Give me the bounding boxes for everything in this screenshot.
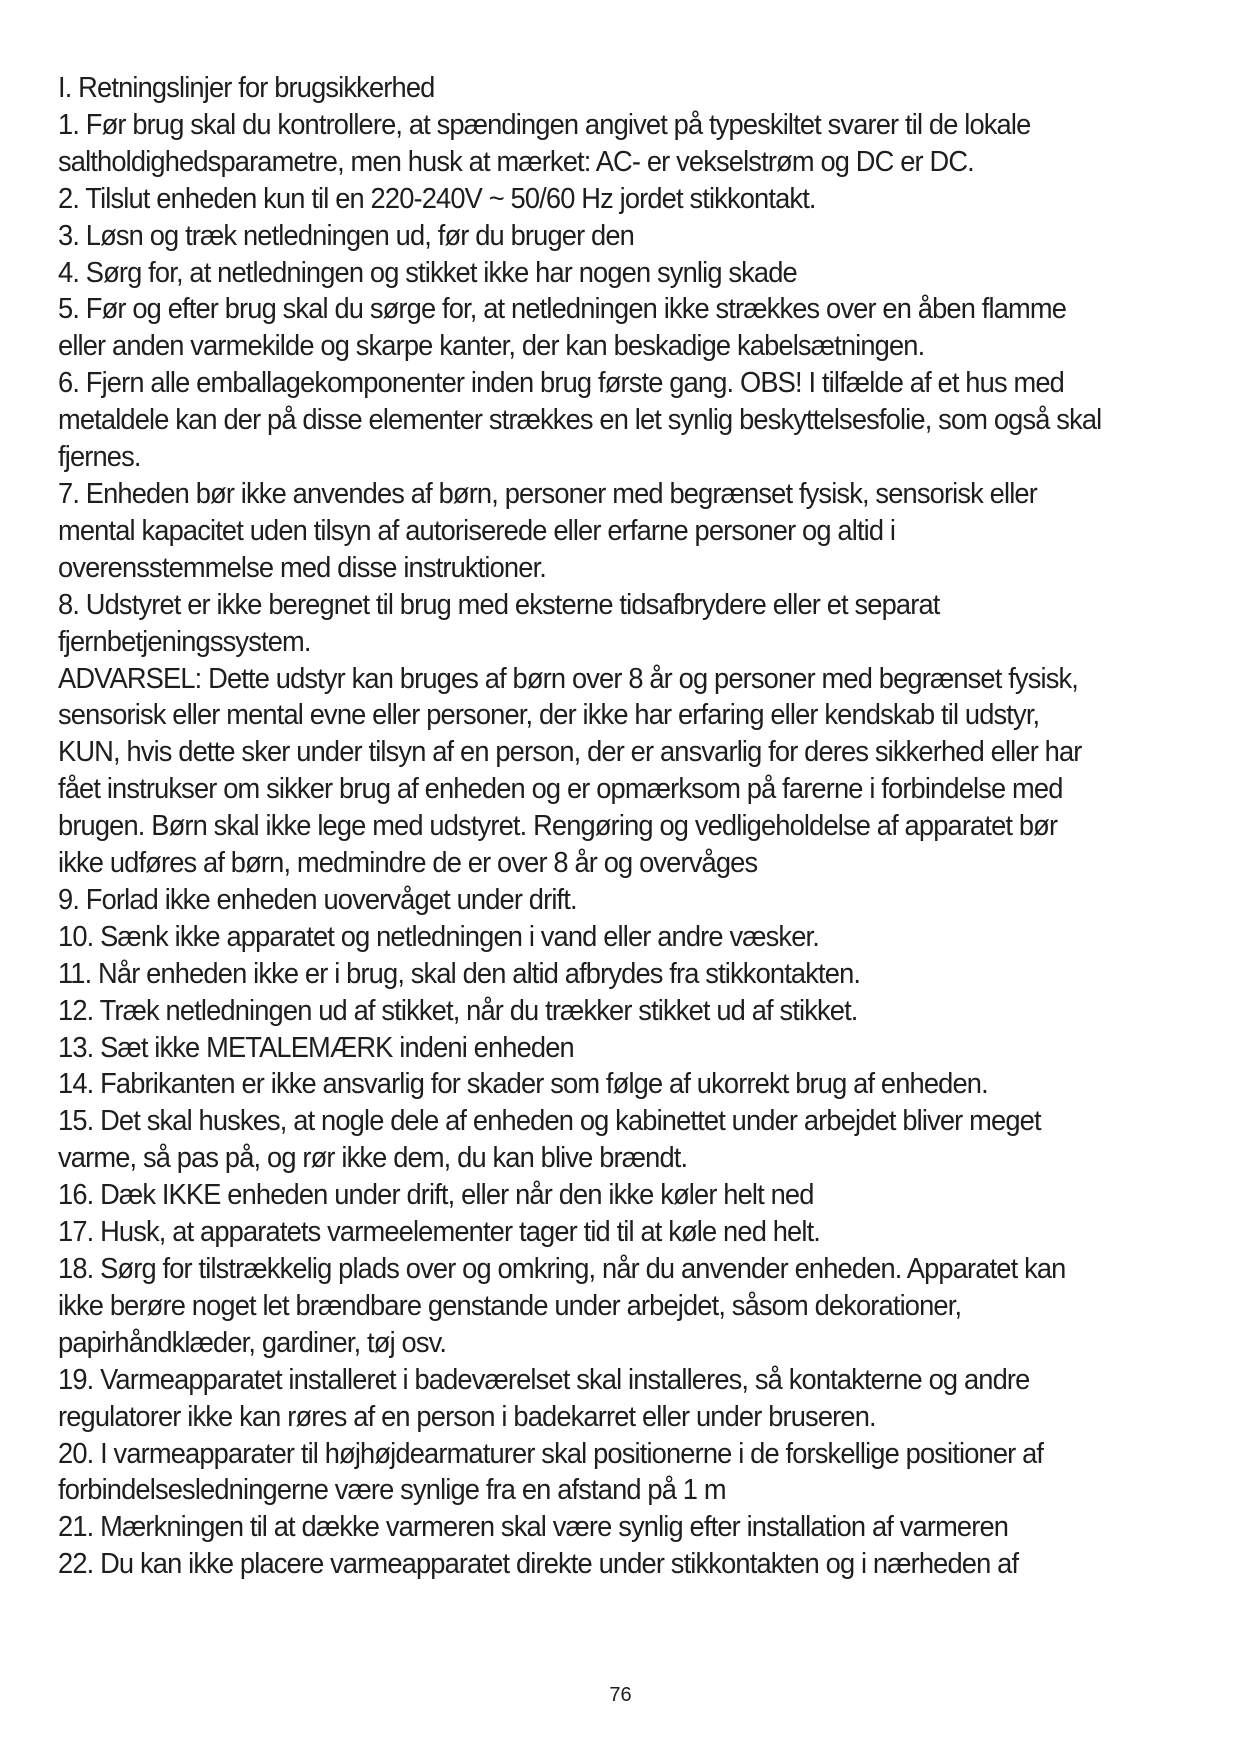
text-line: 12. Træk netledningen ud af stikket, når du trækker stikket ud af stikket.	[58, 994, 858, 1027]
text-line: 21. Mærkningen til at dække varmeren skal være synlig efter installation af varmeren	[58, 1511, 1009, 1544]
text-line: KUN, hvis dette sker under tilsyn af en person, der er ansvarlig for deres sikkerhed eller har	[58, 736, 1082, 769]
text-line: ikke udføres af børn, medmindre de er over 8 år og overvåges	[58, 847, 758, 880]
text-line: 20. I varmeapparater til højhøjdearmaturer skal positionerne i de forskellige positioner af	[58, 1437, 1044, 1470]
section-heading: I. Retningslinjer for brugsikkerhed	[58, 72, 435, 104]
text-line: 8. Udstyret er ikke beregnet til brug med eksterne tidsafbrydere eller et separat	[58, 588, 940, 621]
text-line: mental kapacitet uden tilsyn af autoriserede eller erfarne personer og altid i	[58, 514, 896, 547]
text-line: saltholdighedsparametre, men husk at mærket: AC- er vekselstrøm og DC er DC.	[58, 145, 974, 178]
text-line: 6. Fjern alle emballagekomponenter inden brug første gang. OBS! I tilfælde af et hus med	[58, 367, 1064, 400]
text-line: fjernes.	[58, 441, 141, 474]
text-line: papirhåndklæder, gardiner, tøj osv.	[58, 1326, 447, 1359]
page-number: 76	[609, 1684, 632, 1706]
text-line: 18. Sørg for tilstrækkelig plads over og omkring, når du anvender enheden. Apparatet kan	[58, 1253, 1066, 1285]
safety-guidelines-text	[58, 70, 1130, 1583]
text-line: regulatorer ikke kan røres af en person i badekarret eller under bruseren.	[58, 1400, 876, 1433]
text-line: varme, så pas på, og rør ikke dem, du kan blive brændt.	[58, 1142, 688, 1175]
text-line: 22. Du kan ikke placere varmeapparatet direkte under stikkontakten og i nærheden af	[58, 1548, 1019, 1581]
text-line: ikke berøre noget let brændbare genstande under arbejdet, såsom dekorationer,	[58, 1289, 962, 1322]
text-line: 7. Enheden bør ikke anvendes af børn, personer med begrænset fysisk, sensorisk eller	[58, 477, 1037, 510]
text-line: 1. Før brug skal du kontrollere, at spændingen angivet på typeskiltet svarer til de lokale	[58, 108, 1031, 141]
text-line: fået instrukser om sikker brug af enheden og er opmærksom på farerne i forbindelse med	[58, 773, 1063, 806]
text-line: ADVARSEL: Dette udstyr kan bruges af børn over 8 år og personer med begrænset fysisk,	[58, 662, 1079, 695]
text-line: 11. Når enheden ikke er i brug, skal den altid afbrydes fra stikkontakten.	[58, 957, 861, 990]
text-line: metaldele kan der på disse elementer strækkes en let synlig beskyttelsesfolie, som også skal	[58, 404, 1102, 437]
text-line: 5. Før og efter brug skal du sørge for, at netledningen ikke strækkes over en åben flamme	[58, 293, 1067, 326]
text-line: 10. Sænk ikke apparatet og netledningen i vand eller andre væsker.	[58, 920, 819, 953]
text-line: 9. Forlad ikke enheden uovervåget under drift.	[58, 883, 577, 916]
text-line: eller anden varmekilde og skarpe kanter, der kan beskadige kabelsætningen.	[58, 330, 925, 363]
text-line: 3. Løsn og træk netledningen ud, før du bruger den	[58, 219, 634, 252]
text-lines	[58, 107, 1130, 1583]
text-line: 14. Fabrikanten er ikke ansvarlig for skader som følge af ukorrekt brug af enheden.	[58, 1068, 988, 1101]
text-line: 16. Dæk IKKE enheden under drift, eller når den ikke køler helt ned	[58, 1179, 814, 1212]
text-line: fjernbetjeningssystem.	[58, 625, 311, 658]
text-line: 19. Varmeapparatet installeret i badeværelset skal installeres, så kontakterne og andre	[58, 1363, 1030, 1396]
text-line: 2. Tilslut enheden kun til en 220-240V ~ 50/60 Hz jordet stikkontakt.	[58, 182, 816, 215]
text-line: sensorisk eller mental evne eller personer, der ikke har erfaring eller kendskab til udstyr,	[58, 699, 1040, 732]
text-line: 13. Sæt ikke METALEMÆRK indeni enheden	[58, 1031, 574, 1064]
text-line: 4. Sørg for, at netledningen og stikket ikke har nogen synlig skade	[58, 256, 797, 289]
text-line: overensstemmelse med disse instruktioner.	[58, 551, 547, 584]
text-line: 17. Husk, at apparatets varmeelementer tager tid til at køle ned helt.	[58, 1216, 821, 1249]
text-line: brugen. Børn skal ikke lege med udstyret. Rengøring og vedligeholdelse af apparatet bør	[58, 810, 1058, 843]
text-line: 15. Det skal huskes, at nogle dele af enheden og kabinettet under arbejdet bliver meget	[58, 1105, 1041, 1138]
text-line: forbindelsesledningerne være synlige fra en afstand på 1 m	[58, 1474, 726, 1507]
